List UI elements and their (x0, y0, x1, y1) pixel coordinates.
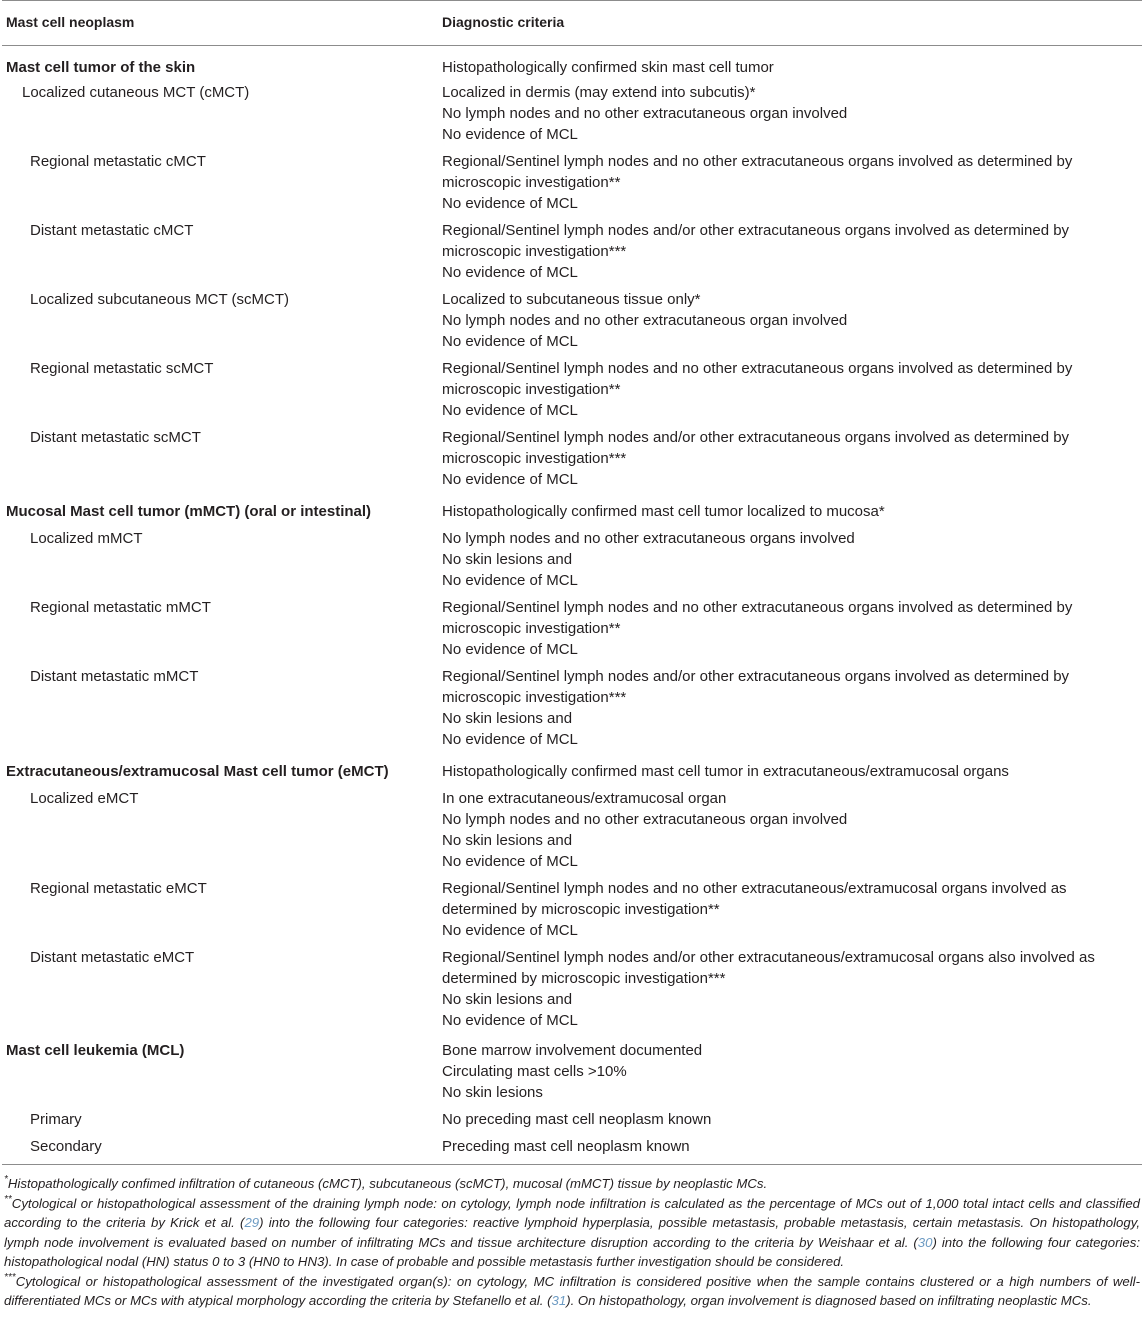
criteria-line: Regional/Sentinel lymph nodes and no other extracutaneous/extramucosal organs involved as determined by microscopic investigation** (442, 880, 1067, 918)
criteria-line: No skin lesions and (442, 710, 573, 727)
subtype-row (2, 522, 1142, 591)
reference-link[interactable]: 30 (917, 1234, 933, 1250)
criteria-line: No lymph nodes and no other extracutaneous organ involved (442, 312, 848, 329)
subtype-name: Regional metastatic scMCT (30, 360, 214, 377)
subtype-name: Primary (30, 1111, 82, 1128)
subtype-name: Localized cutaneous MCT (cMCT) (22, 84, 250, 101)
criteria-line: No preceding mast cell neoplasm known (442, 1111, 712, 1128)
criteria-line: Regional/Sentinel lymph nodes and/or other extracutaneous organs involved as determined by microscopic investigation*** (442, 222, 1070, 260)
header-mast-cell-neoplasm: Mast cell neoplasm (2, 1, 436, 46)
criteria-line: No evidence of MCL (442, 731, 578, 748)
criteria-line: No skin lesions and (442, 832, 573, 849)
footnote-text: Cytological or histopathological assessment of the investigated organ(s): on cytology, MC infiltration is considered positive when the sample contains clustered or a high numbers of well-differentiated MCs or MCs with atypical morphology according the criteria by Stefanello et al. ( (4, 1273, 1140, 1308)
footnote-text: ) into the following four categories: reactive lymphoid hyperplasia, possible metastasis, probable metastasis, certain metastasis. On histopathology, lymph node involvement is evaluated based on number of infiltrating MCs and tissue architecture disruption according to the criteria by Weishaar et al. ( (4, 1215, 1140, 1250)
subtype-row (2, 352, 1142, 421)
table-container (2, 0, 1142, 1165)
group-row (2, 750, 1142, 782)
subtype-row (2, 1103, 1142, 1130)
subtype-criteria (436, 1130, 1142, 1164)
footnote (4, 1272, 1140, 1311)
subtype-name: Regional metastatic eMCT (30, 880, 207, 897)
group-criteria (436, 490, 1142, 522)
footnote-text: Cytological or histopathological assessment of the draining lymph node: on cytology, lymph node infiltration is calculated as the percentage of MCs out of 1,000 total intact cells and classified according to the criteria by Krick et al. ( (4, 1195, 1140, 1230)
criteria-line: No evidence of MCL (442, 1012, 578, 1029)
criteria-line: Histopathologically confirmed skin mast cell tumor (442, 59, 774, 76)
group-row (2, 1031, 1142, 1103)
subtype-name: Regional metastatic cMCT (30, 153, 206, 170)
subtype-criteria (436, 941, 1142, 1031)
criteria-line: No evidence of MCL (442, 641, 578, 658)
subtype-row (2, 145, 1142, 214)
footnote-marker: *** (4, 1271, 16, 1283)
subtype-criteria (436, 145, 1142, 214)
group-name: Mast cell tumor of the skin (6, 59, 196, 76)
criteria-line: Bone marrow involvement documented (442, 1042, 703, 1059)
subtype-name: Distant metastatic cMCT (30, 222, 194, 239)
footnote-marker: * (4, 1174, 8, 1185)
subtype-criteria (436, 1103, 1142, 1130)
criteria-line: No skin lesions and (442, 551, 573, 568)
subtype-name: Localized eMCT (30, 790, 139, 807)
subtype-name: Regional metastatic mMCT (30, 599, 211, 616)
criteria-line: No evidence of MCL (442, 126, 578, 143)
criteria-table (2, 0, 1142, 1164)
criteria-line: Histopathologically confirmed mast cell tumor in extracutaneous/extramucosal organs (442, 763, 1009, 780)
criteria-line: No evidence of MCL (442, 922, 578, 939)
criteria-line: Regional/Sentinel lymph nodes and no other extracutaneous organs involved as determined by microscopic investigation** (442, 599, 1073, 637)
subtype-row (2, 283, 1142, 352)
table-header-row (2, 1, 1142, 46)
criteria-line: No evidence of MCL (442, 853, 578, 870)
group-criteria (436, 1031, 1142, 1103)
subtype-criteria (436, 522, 1142, 591)
subtype-criteria (436, 872, 1142, 941)
footnote (4, 1194, 1140, 1272)
criteria-line: No skin lesions and (442, 991, 573, 1008)
subtype-row (2, 782, 1142, 872)
subtype-criteria (436, 352, 1142, 421)
subtype-name: Secondary (30, 1138, 102, 1155)
subtype-row (2, 941, 1142, 1031)
subtype-name: Localized subcutaneous MCT (scMCT) (30, 291, 289, 308)
subtype-criteria (436, 782, 1142, 872)
criteria-line: Regional/Sentinel lymph nodes and/or other extracutaneous organs involved as determined by microscopic investigation*** (442, 429, 1070, 467)
criteria-line: In one extracutaneous/extramucosal organ (442, 790, 727, 807)
subtype-row (2, 872, 1142, 941)
criteria-line: No lymph nodes and no other extracutaneous organ involved (442, 811, 848, 828)
subtype-criteria (436, 660, 1142, 750)
footnote-text: ). On histopathology, organ involvement is diagnosed based on infiltrating neoplastic MCs. (566, 1293, 1092, 1308)
criteria-line: No evidence of MCL (442, 572, 578, 589)
table-body (2, 46, 1142, 1165)
subtype-criteria (436, 283, 1142, 352)
footnote-marker: ** (4, 1193, 12, 1205)
subtype-name: Distant metastatic scMCT (30, 429, 201, 446)
subtype-name: Distant metastatic mMCT (30, 668, 199, 685)
subtype-name: Localized mMCT (30, 530, 143, 547)
criteria-line: Regional/Sentinel lymph nodes and no other extracutaneous organs involved as determined by microscopic investigation** (442, 153, 1073, 191)
criteria-line: Regional/Sentinel lymph nodes and/or other extracutaneous organs involved as determined by microscopic investigation*** (442, 668, 1070, 706)
criteria-line: Preceding mast cell neoplasm known (442, 1138, 690, 1155)
group-criteria (436, 46, 1142, 79)
subtype-criteria (436, 78, 1142, 145)
criteria-line: Regional/Sentinel lymph nodes and no other extracutaneous organs involved as determined by microscopic investigation** (442, 360, 1073, 398)
criteria-line: No evidence of MCL (442, 402, 578, 419)
footnote-text: Histopathologically confimed infiltration of cutaneous (cMCT), subcutaneous (scMCT), mucosal (mMCT) tissue by neoplastic MCs. (7, 1176, 768, 1191)
criteria-line: No evidence of MCL (442, 195, 578, 212)
criteria-line: Regional/Sentinel lymph nodes and/or other extracutaneous/extramucosal organs also involved as determined by microscopic investigation*** (442, 949, 1095, 987)
group-name: Mast cell leukemia (MCL) (6, 1042, 185, 1059)
subtype-row (2, 1130, 1142, 1164)
group-name: Extracutaneous/extramucosal Mast cell tumor (eMCT) (6, 763, 389, 780)
subtype-row (2, 660, 1142, 750)
group-name: Mucosal Mast cell tumor (mMCT) (oral or intestinal) (6, 503, 372, 520)
criteria-line: Circulating mast cells >10% (442, 1063, 627, 1080)
subtype-row (2, 214, 1142, 283)
header-diagnostic-criteria: Diagnostic criteria (436, 1, 1142, 46)
subtype-criteria (436, 421, 1142, 490)
reference-link[interactable]: 29 (244, 1215, 260, 1230)
group-row (2, 46, 1142, 79)
subtype-criteria (436, 214, 1142, 283)
footnote-text: ) into the following four categories: histopathological nodal (HN) status 0 to 3 (HN0 to HN3). In case of probable and possible metastasis further investigation should be considered. (4, 1234, 1140, 1269)
criteria-line: Localized in dermis (may extend into subcutis)* (442, 84, 756, 101)
group-row (2, 490, 1142, 522)
subtype-criteria (436, 591, 1142, 660)
subtype-row (2, 78, 1142, 145)
criteria-line: No lymph nodes and no other extracutaneous organs involved (442, 530, 855, 547)
criteria-line: No evidence of MCL (442, 333, 578, 350)
subtype-row (2, 421, 1142, 490)
criteria-line: Histopathologically confirmed mast cell tumor localized to mucosa* (442, 503, 885, 520)
group-criteria (436, 750, 1142, 782)
reference-link[interactable]: 31 (551, 1293, 567, 1308)
criteria-line: No lymph nodes and no other extracutaneous organ involved (442, 105, 848, 122)
criteria-line: No skin lesions (442, 1084, 543, 1101)
criteria-line: No evidence of MCL (442, 264, 578, 281)
footnote (4, 1174, 1140, 1194)
table-footnotes (4, 1174, 1140, 1311)
subtype-row (2, 591, 1142, 660)
criteria-line: Localized to subcutaneous tissue only* (442, 291, 701, 308)
criteria-line: No evidence of MCL (442, 471, 578, 488)
subtype-name: Distant metastatic eMCT (30, 949, 195, 966)
